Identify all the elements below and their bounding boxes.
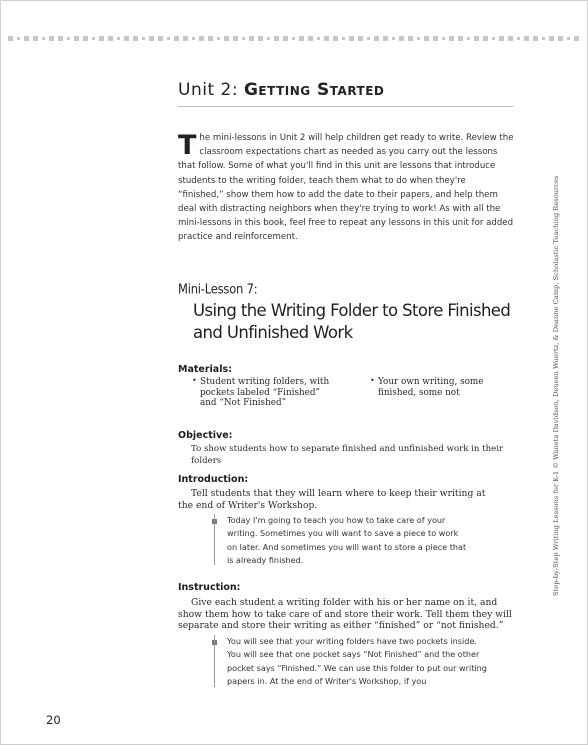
objective-text: To show students how to separate finished and unfinished work in their folders [191,444,504,466]
decorative-dot [208,36,213,41]
decorative-dot [24,36,29,41]
unit-title-prefix: Unit 2: [178,80,244,100]
decorative-dot-strip [8,36,580,42]
decorative-dot [424,36,429,41]
decorative-dot [308,36,313,41]
decorative-dot [474,36,479,41]
decorative-dot [74,36,79,41]
introduction-heading: Introduction: [178,474,249,485]
decorative-dot [324,36,329,41]
decorative-dot [133,36,138,41]
decorative-dot [267,37,270,40]
decorative-dot [508,36,513,41]
decorative-dot [49,36,54,41]
decorative-dot [524,36,529,41]
decorative-dot [174,36,179,41]
decorative-dot [92,37,95,40]
mini-lesson-label: Mini-Lesson 7: [178,281,258,298]
decorative-dot [224,36,229,41]
decorative-dot [258,36,263,41]
decorative-dot [8,36,13,41]
decorative-dot [274,36,279,41]
decorative-dot [442,37,445,40]
decorative-dot [58,36,63,41]
decorative-dot [549,36,554,41]
decorative-dot [467,37,470,40]
side-credit: Step-by-Step Writing Lessons for K-1 © Waneta Davidson, Deneen Wuertz, & Deanne Camp, Scholastic Teaching Resources [552,175,560,596]
decorative-dot [392,37,395,40]
materials-item-2: Your own writing, some finished, some not [378,377,484,398]
decorative-dot [449,36,454,41]
decorative-dot [242,37,245,40]
decorative-dot [67,37,70,40]
decorative-dot [124,36,129,41]
intro-text: he mini-lessons in Unit 2 will help children get ready to write. Review the classroom expectations chart as needed as you carry out the lessons that follow. Some of what you'll find in this unit are lessons that introduce students to the writing folder, teach them what to do when they're “finished,” show them how to add the date to their papers, and help them deal with distracting neighbors when they're trying to work! As with all the mini-lessons in this book, feel free to repeat any lessons in this unit for added practice and reinforcement. [178,133,514,243]
decorative-dot [517,37,520,40]
mini-lesson-title: Using the Writing Folder to Store Finished and Unfinished Work [193,301,511,342]
introduction-script: Today I'm going to teach you how to take care of your writing. Sometimes you will want to save a piece to work on later. And sometimes you will want to store a piece that is already finished. [214,514,467,565]
decorative-dot [192,37,195,40]
decorative-dot [417,37,420,40]
instruction-script: You will see that your writing folders have two pockets inside. You will see that one pocket says “Not Finished” and the other pocket says “Finished.” We can use this folder to put our writing papers in. At the end of Writer's Workshop, if you [214,635,489,687]
decorative-dot [17,37,20,40]
decorative-dot [533,36,538,41]
decorative-dot [499,36,504,41]
decorative-dot [433,36,438,41]
decorative-dot [542,37,545,40]
decorative-dot [358,36,363,41]
unit-title-emphasis: Getting Started [243,80,385,100]
materials-item-1: Student writing folders, with pockets labeled “Finished” and “Not Finished” [200,377,330,409]
decorative-dot [374,36,379,41]
decorative-dot [408,36,413,41]
decorative-dot [567,37,570,40]
decorative-dot [399,36,404,41]
instruction-heading: Instruction: [178,582,241,593]
decorative-dot [108,36,113,41]
decorative-dot [317,37,320,40]
decorative-dot [233,36,238,41]
decorative-dot [349,36,354,41]
decorative-dot [83,36,88,41]
decorative-dot [558,36,563,41]
materials-bullet-2: • [370,376,375,385]
decorative-dot [217,37,220,40]
introduction-text: Tell students that they will learn where to keep their writing at the end of Writer's Workshop. [178,488,486,511]
decorative-dot [292,37,295,40]
materials-heading: Materials: [178,364,232,375]
decorative-dot [33,36,38,41]
decorative-dot [42,37,45,40]
intro-paragraph [178,131,514,245]
decorative-dot [367,37,370,40]
decorative-dot [458,36,463,41]
page-number: 20 [46,713,61,727]
materials-bullet-1: • [192,376,197,385]
decorative-dot [149,36,154,41]
decorative-dot [342,37,345,40]
decorative-dot [492,37,495,40]
decorative-dot [283,36,288,41]
decorative-dot [183,36,188,41]
decorative-dot [383,36,388,41]
decorative-dot [333,36,338,41]
decorative-dot [117,37,120,40]
decorative-dot [142,37,145,40]
decorative-dot [483,36,488,41]
decorative-dot [249,36,254,41]
decorative-dot [574,36,579,41]
objective-heading: Objective: [178,430,233,441]
unit-title [178,80,513,107]
decorative-dot [299,36,304,41]
decorative-dot [199,36,204,41]
decorative-dot [158,36,163,41]
instruction-text: Give each student a writing folder with his or her name on it, and show them how to take care of and store their work. Tell them they will separate and store their writing as either “finished” or “not finished.” [178,597,512,631]
decorative-dot [167,37,170,40]
drop-cap: T [178,130,197,161]
decorative-dot [99,36,104,41]
